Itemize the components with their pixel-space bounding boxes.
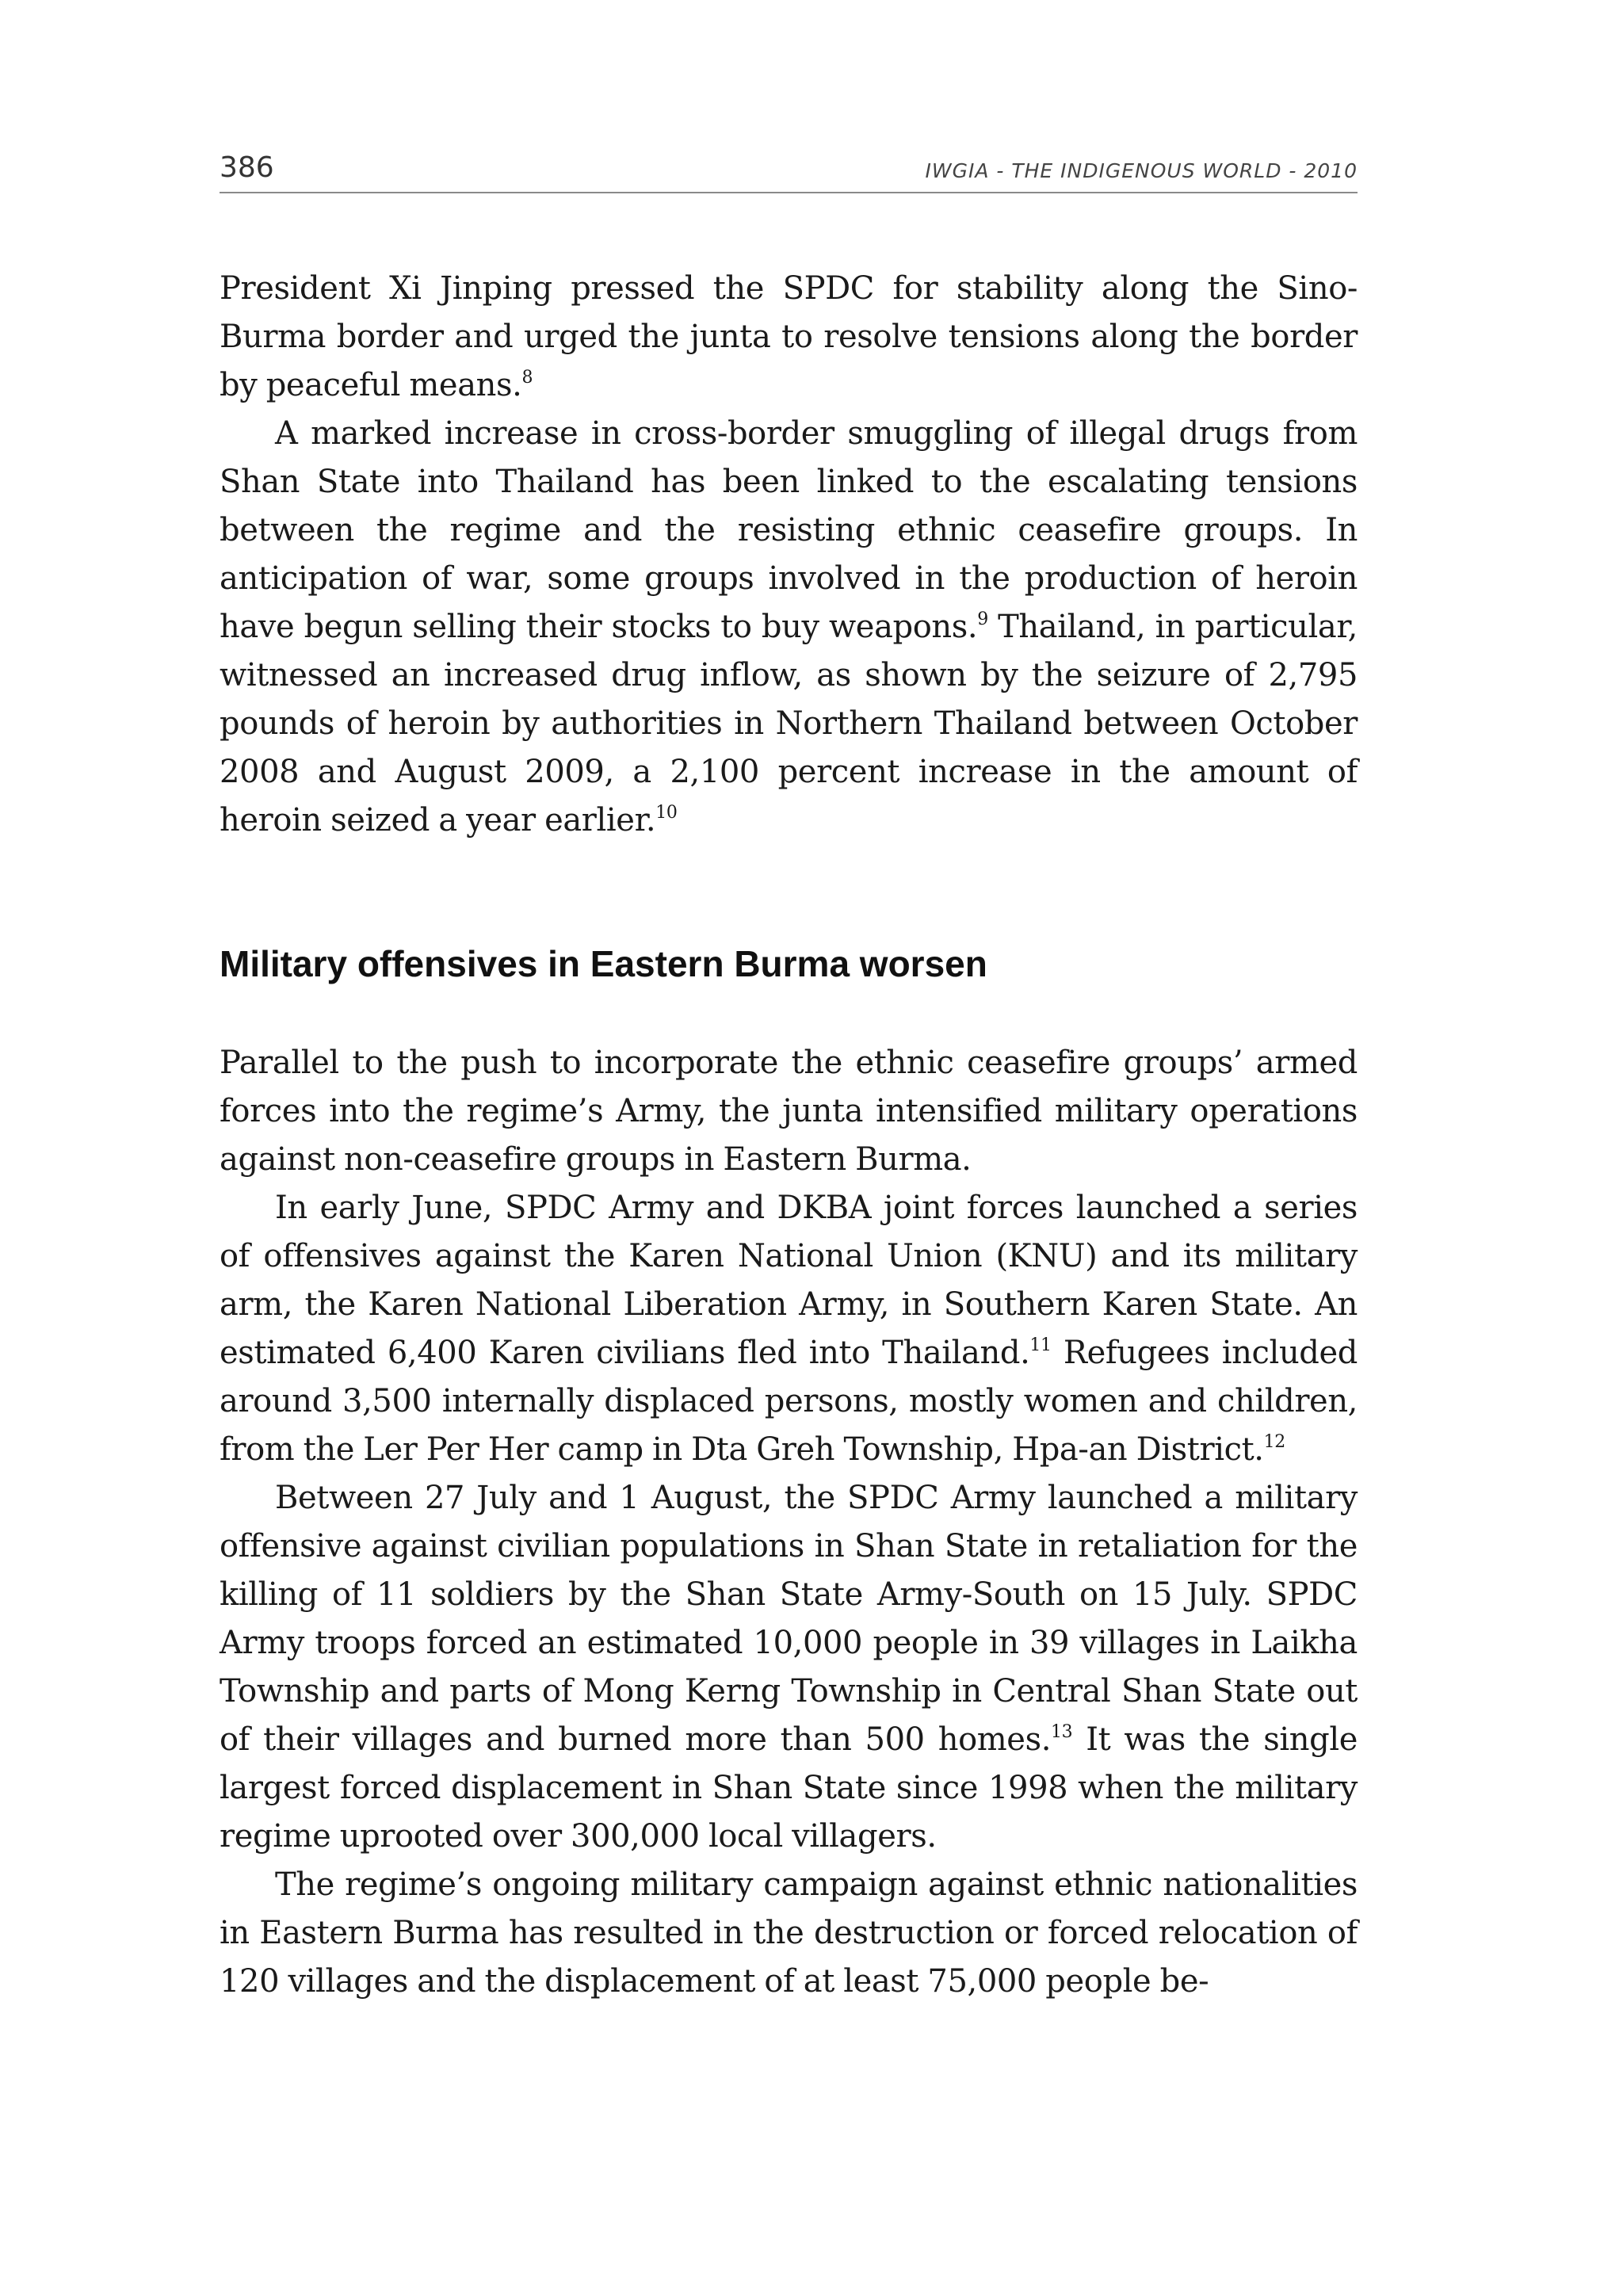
footnote-ref[interactable]: 11 (1029, 1335, 1052, 1355)
document-page (220, 0, 1358, 2296)
footnote-ref[interactable]: 8 (521, 368, 533, 388)
footnote-ref[interactable]: 9 (977, 609, 988, 629)
running-header (220, 151, 1358, 193)
paragraph: In early June, SPDC Army and DKBA joint forces launched a series of offensives against the Karen National Union (KNU) and its military arm, the Karen National Liberation Army, in Southern Karen State. An estimated 6,400 Karen civilians fled into Thailand.$^{11}$ Refugees included around 3,500 internally displaced persons, mostly women and children, from the Ler Per Her camp in Dta Greh Township, Hpa-an District.$^{12}$ (220, 1190, 1358, 1468)
page-number: 386 (220, 151, 274, 184)
footnote-ref[interactable]: 13 (1051, 1722, 1073, 1742)
footnote-ref[interactable]: 10 (655, 803, 678, 823)
paragraph: President Xi Jinping pressed the SPDC for stability along the Sino-Burma border and urged the junta to resolve tensions along the border by peaceful means.$^8$ (220, 270, 1358, 403)
body-text-top (220, 265, 1358, 845)
paragraph: A marked increase in cross-border smuggling of illegal drugs from Shan State into Thailand has been linked to the escalating tensions between the regime and the resisting ethnic ceasefire groups. In anticipation of war, some groups involved in the production of heroin have begun selling their stocks to buy weapons.$^9$ Thailand, in particular, witnessed an increased drug inflow, as shown by the seizure of 2,795 pounds of heroin by authorities in Northern Thailand between October 2008 and August 2009, a 2,100 percent increase in the amount of heroin seized a year earlier.$^{10}$ (220, 415, 1358, 839)
paragraph: Parallel to the push to incorporate the ethnic ceasefire groups’ armed forces into the regime’s Army, the junta intensified military operations against non-ceasefire groups in Eastern Burma. (220, 1045, 1358, 1178)
body-text-bottom (220, 1039, 1358, 2006)
section-heading: Military offensives in Eastern Burma worsen (220, 943, 987, 984)
footnote-ref[interactable]: 12 (1263, 1432, 1285, 1452)
paragraph: Between 27 July and 1 August, the SPDC Army launched a military offensive against civilian populations in Shan State in retaliation for the killing of 11 soldiers by the Shan State Army-South on 15 July. SPDC Army troops forced an estimated 10,000 people in 39 villages in Laikha Township and parts of Mong Kerng Township in Central Shan State out of their villages and burned more than 500 homes.$^{13}$ It was the single largest forced displacement in Shan State since 1998 when the military regime uprooted over 300,000 local villagers. (220, 1480, 1358, 1855)
paragraph: The regime’s ongoing military campaign against ethnic nationalities in Eastern Burma has resulted in the destruction or forced relocation of 120 villages and the displacement of at least 75,000 people be- (220, 1866, 1358, 2000)
running-title: IWGIA - THE INDIGENOUS WORLD - 2010 (925, 159, 1358, 182)
